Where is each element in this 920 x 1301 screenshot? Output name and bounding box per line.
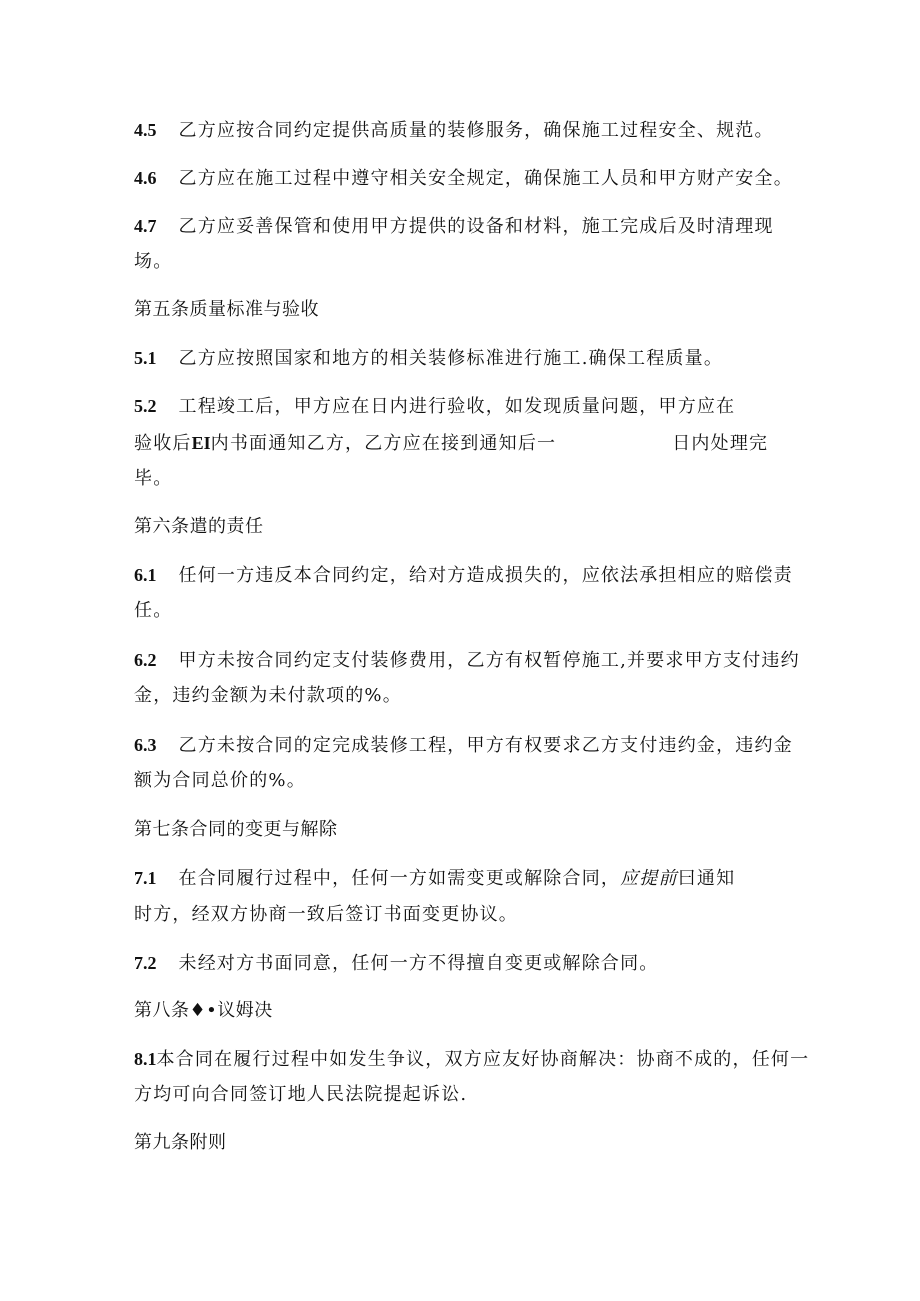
clause-number: 7.2 (134, 953, 157, 973)
clause-4-6 (134, 166, 793, 191)
clause-number: 4.7 (134, 216, 157, 236)
clause-text: 乙方应按合同约定提供高质量的装修服务，确保施工过程安全、规范。 (178, 120, 774, 141)
clause-number: 4.6 (134, 168, 157, 188)
clause-number: 5.1 (134, 348, 157, 368)
clause-5-1 (134, 346, 723, 371)
section-heading-5: 第五条质量标准与验收 (134, 299, 319, 320)
clause-text-italic: 应提前 (620, 868, 678, 889)
clause-text: 工程竣工后，甲方应在日内进行验收，如发现质量问题，甲方应在 (178, 396, 736, 417)
clause-number: 7.1 (134, 868, 157, 888)
clause-7-2 (134, 951, 659, 976)
clause-5-2 (134, 394, 735, 419)
clause-number: 4.5 (134, 120, 157, 140)
clause-6-1 (134, 563, 793, 588)
clause-text: 乙方应在施工过程中遵守相关安全规定，确保施工人员和甲方财产安全。 (178, 168, 793, 189)
section-heading-9: 第九条附则 (134, 1132, 227, 1153)
clause-4-5 (134, 118, 774, 143)
clause-6-3 (134, 733, 793, 758)
clause-8-1-continuation: 方均可向合同签订地人民法院提起诉讼. (134, 1084, 468, 1105)
clause-text-bold: EI (191, 433, 211, 453)
clause-text: 本合同在履行过程中如发生争议，双方应友好协商解决：协商不成的，任何一 (156, 1049, 810, 1070)
clause-text: 内书面通知乙方，乙方应在接到通知后一 (210, 433, 557, 454)
clause-4-7 (134, 214, 774, 239)
clause-number: 6.1 (134, 565, 157, 585)
clause-8-1 (134, 1047, 809, 1072)
clause-text: 甲方未按合同约定支付装修费用，乙方有权暂停施工,并要求甲方支付违约 (178, 650, 800, 671)
clause-7-1-continuation: 时方，经双方协商一致后签订书面变更协议。 (134, 904, 518, 925)
clause-6-1-continuation: 任。 (134, 600, 173, 621)
clause-6-2-continuation: 金，违约金额为未付款项的%。 (134, 685, 402, 706)
clause-text: 乙方应妥善保管和使用甲方提供的设备和材料，施工完成后及时清理现 (178, 216, 774, 237)
clause-5-2-line-2 (134, 431, 768, 456)
clause-text: 验收后 (134, 433, 192, 454)
clause-text: 任何一方违反本合同约定，给对方造成损失的，应依法承担相应的赔偿责 (178, 565, 793, 586)
clause-7-1 (134, 866, 735, 891)
section-heading-7: 第七条合同的变更与解除 (134, 819, 338, 840)
section-heading-8: 第八条♦•议姆决 (134, 1000, 273, 1021)
clause-number: 8.1 (134, 1049, 157, 1069)
clause-6-2 (134, 648, 800, 673)
clause-text: 乙方应按照国家和地方的相关装修标准进行施工.确保工程质量。 (178, 348, 724, 369)
clause-text: 未经对方书面同意，任何一方不得擅自变更或解除合同。 (178, 953, 659, 974)
clause-text: 乙方未按合同的定完成装修工程，甲方有权要求乙方支付违约金，违约金 (178, 735, 793, 756)
clause-text: 日内处理完 (672, 433, 769, 454)
section-heading-6: 第六条遣的责任 (134, 516, 264, 537)
clause-text: 曰通知 (677, 868, 736, 889)
clause-number: 6.2 (134, 650, 157, 670)
clause-number: 5.2 (134, 396, 157, 416)
clause-text: 在合同履行过程中，任何一方如需变更或解除合同， (178, 868, 621, 889)
clause-5-2-continuation: 毕。 (134, 468, 173, 489)
clause-number: 6.3 (134, 735, 157, 755)
clause-6-3-continuation: 额为合同总价的%。 (134, 770, 306, 791)
clause-4-7-continuation: 场。 (134, 251, 173, 272)
